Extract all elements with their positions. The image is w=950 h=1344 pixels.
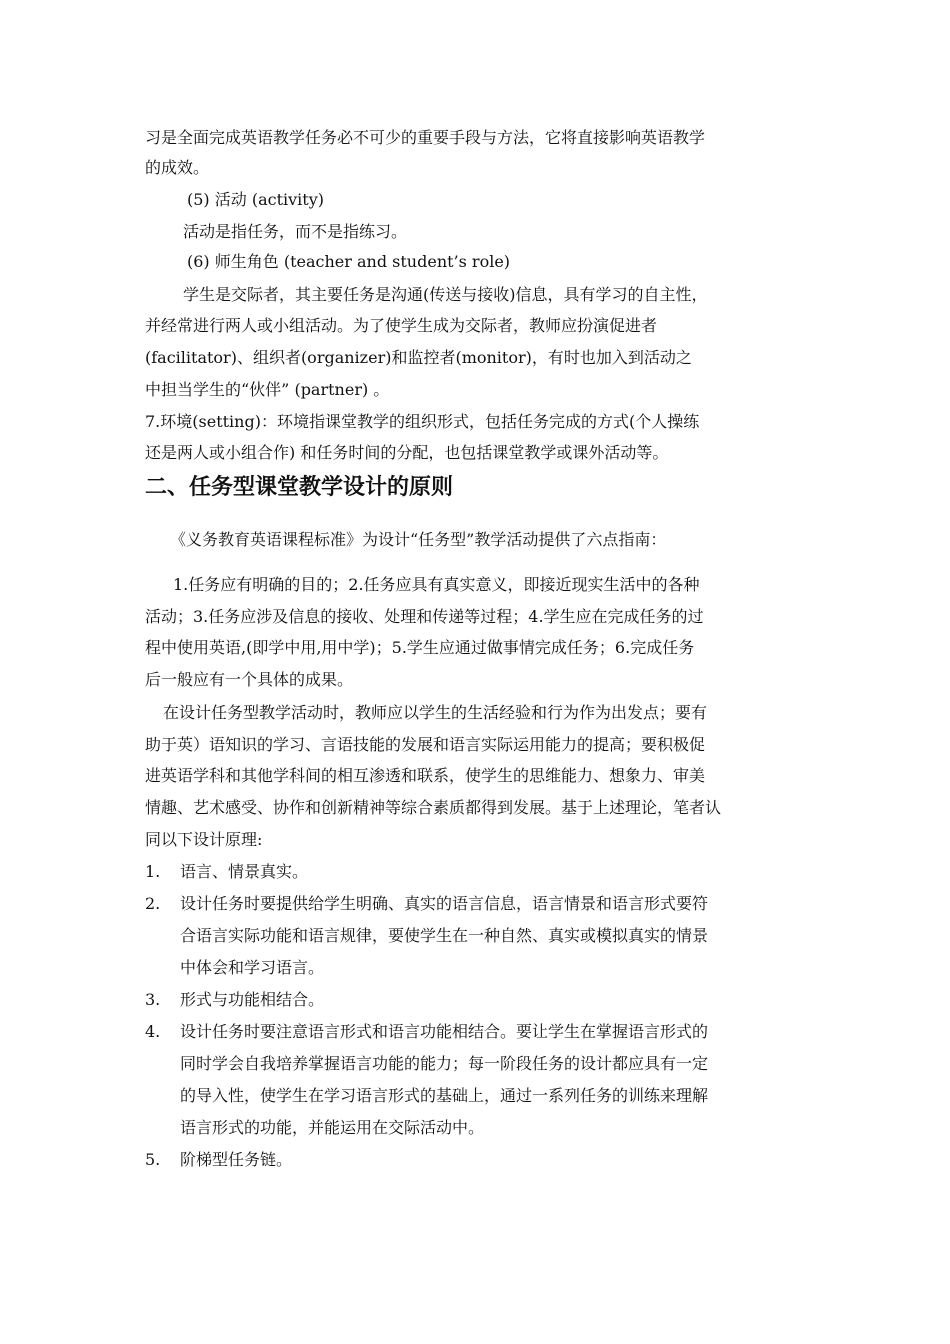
paragraph-line: 7.环境(setting)：环境指课堂教学的组织形式，包括任务完成的方式(个人操练 [145,412,700,431]
paragraph-line: 活动；3.任务应涉及信息的接收、处理和传递等过程；4.学生应在完成任务的过 [145,607,704,626]
paragraph-line: 助于英）语知识的学习、言语技能的发展和语言实际运用能力的提高；要积极促 [145,735,706,754]
paragraph-line: 进英语学科和其他学科间的相互渗透和联系，使学生的思维能力、想象力、审美 [145,766,706,785]
list-number: 4. [145,1022,161,1041]
list-item-line: 中体会和学习语言。 [180,958,325,977]
paragraph-line: 习是全面完成英语教学任务必不可少的重要手段与方法，它将直接影响英语教学 [145,128,706,147]
paragraph-line: 在设计任务型教学活动时，教师应以学生的生活经验和行为作为出发点；要有 [163,703,708,722]
list-item-line: 语言形式的功能，并能运用在交际活动中。 [180,1118,485,1137]
list-number: 1. [145,862,161,881]
list-item-line: 设计任务时要注意语言形式和语言功能相结合。要让学生在掌握语言形式的 [180,1022,709,1041]
list-item-line: 设计任务时要提供给学生明确、真实的语言信息，语言情景和语言形式要符 [180,894,709,913]
paragraph-line: 还是两人或小组合作) 和任务时间的分配，也包括课堂教学或课外活动等。 [145,443,669,462]
list-item-line: 合语言实际功能和语言规律，要使学生在一种自然、真实或模拟真实的情景 [180,926,709,945]
subsection-title: (6) 师生角色 (teacher and student’s role) [187,252,511,271]
paragraph-line: 学生是交际者，其主要任务是沟通(传送与接收)信息，具有学习的自主性， [183,285,708,304]
paragraph-line: 活动是指任务，而不是指练习。 [183,222,408,241]
section-heading: 二、任务型课堂教学设计的原则 [145,475,454,500]
list-item-line: 语言、情景真实。 [180,862,309,881]
list-number: 5. [145,1150,161,1169]
paragraph-line: 中担当学生的“伙伴” (partner) 。 [145,380,390,399]
paragraph-line: 程中使用英语,(即学中用,用中学)；5.学生应通过做事情完成任务；6.完成任务 [145,638,695,657]
list-item-line: 的导入性，使学生在学习语言形式的基础上，通过一系列任务的训练来理解 [180,1086,709,1105]
paragraph-line: 后一般应有一个具体的成果。 [145,670,354,689]
paragraph-line: 同以下设计原理: [145,830,263,849]
paragraph-line: 《义务教育英语课程标准》为设计“任务型”教学活动提供了六点指南： [170,530,667,549]
paragraph-line: 1.任务应有明确的目的；2.任务应具有真实意义，即接近现实生活中的各种 [173,575,700,594]
list-item-line: 形式与功能相结合。 [180,990,325,1009]
list-number: 3. [145,990,161,1009]
paragraph-line: 并经常进行两人或小组活动。为了使学生成为交际者，教师应扮演促进者 [145,316,658,335]
list-item-line: 同时学会自我培养掌握语言功能的能力；每一阶段任务的设计都应具有一定 [180,1054,709,1073]
list-number: 2. [145,894,161,913]
paragraph-line: 情趣、艺术感受、协作和创新精神等综合素质都得到发展。基于上述理论，笔者认 [145,798,722,817]
list-item-line: 阶梯型任务链。 [180,1150,293,1169]
paragraph-line: (facilitator)、组织者(organizer)和监控者(monitor)，有时也加入到活动之 [145,348,692,367]
paragraph-line: 的成效。 [145,158,210,177]
subsection-title: (5) 活动 (activity) [187,190,324,209]
